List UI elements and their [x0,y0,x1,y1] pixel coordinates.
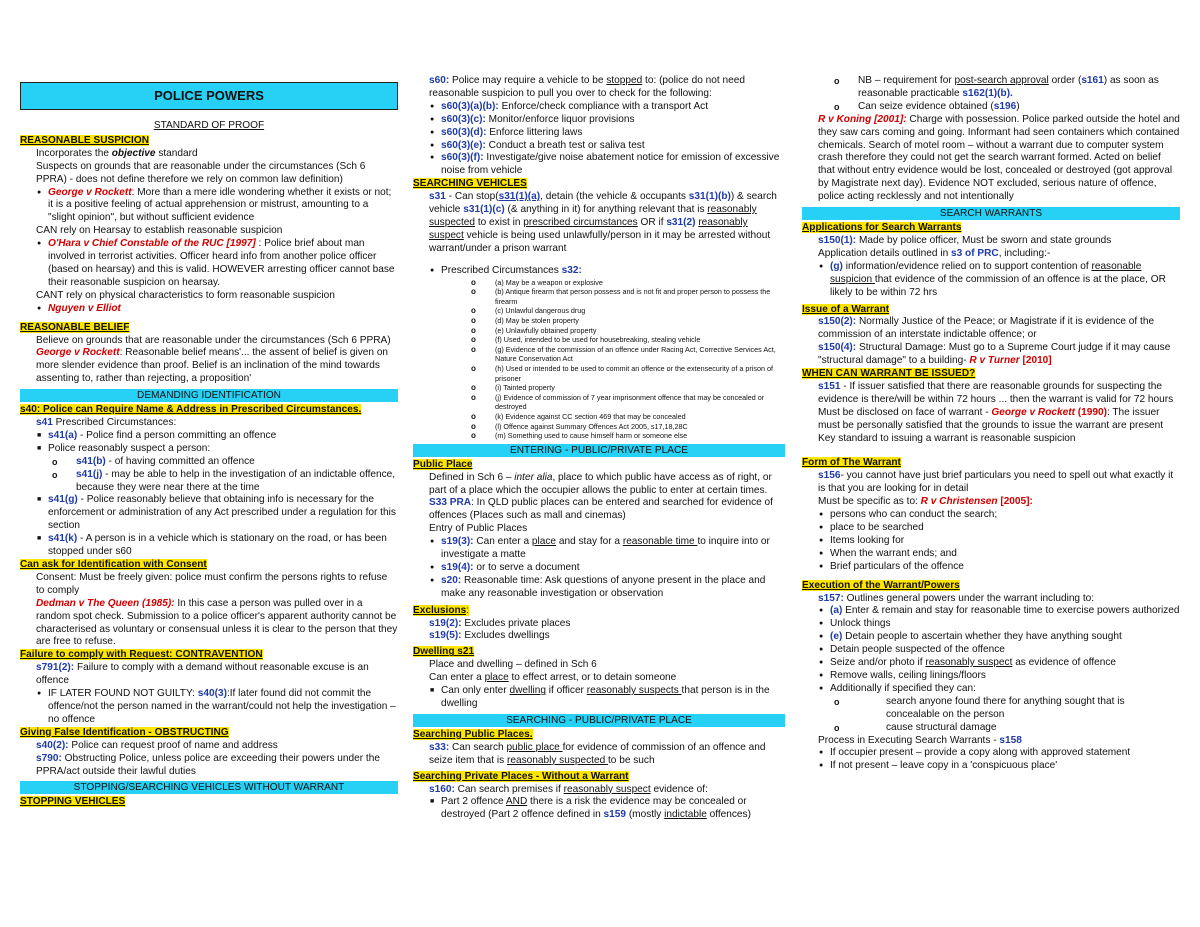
part2-item: ■ Part 2 offence AND there is a risk the evidence may be concealed or destroyed (Part 2 offence defined in s159 (mostly indictable offences) [413,796,785,822]
s150-2-line: s150(2): Normally Justice of the Peace; or Magistrate if it is evidence of the commission of an interstate indictable offence; or [818,316,1155,341]
consent-text: Consent: Must be freely given: police must confirm the persons rights to refuse to comply [36,571,388,596]
s160-line: s160: Can search premises if reasonably suspect evidence of: [429,783,708,795]
s151-line: s151 - If issuer satisfied that there are reasonable grounds for suspecting the evidence is there/will be within 72 hours ... then the warrant is valid for 72 hours [818,380,1174,405]
dwelling-definition: Place and dwelling – defined in Sch 6 [429,659,597,671]
s32-item: o (m) Something used to cause himself harm or someone else [413,431,785,441]
application-details: Application details outlined in s3 of PRC, including:- [818,247,1051,259]
s32-list [413,278,785,441]
process-line: Process in Executing Search Warrants - s158 [818,734,1022,746]
s150-4-line: s150(4): Structural Damage: Must go to a Supreme Court judge if it may cause "structural damage" to a building- R v Turner [2010] [818,342,1171,367]
s41b-item: o s41(b) - of having committed an offence [20,456,398,469]
s60-item: ● s60(3)(f): Investigate/give noise abatement notice for emission of excessive noise from vehicle [413,152,785,178]
page-title: POLICE POWERS [20,82,398,110]
execution-heading: Execution of the Warrant/Powers [802,579,960,591]
exec-item: ● Unlock things [802,618,1180,631]
disclosed-line: Must be disclosed on face of warrant - George v Rockett (1990): The issuer must be personally satisfied that the grounds to issue the warrant are present [818,406,1164,431]
s790-line: s790: Obstructing Police, unless police are exceeding their powers under the PPRA/act outside their lawful duties [36,752,380,777]
rs-objective-line: Incorporates the objective standard [36,147,198,159]
process-item: ● If occupier present – provide a copy along with approved statement [802,747,1180,760]
dwelling-enter: Can enter a place to effect arrest, or to detain someone [429,672,677,684]
search-warrants-band: SEARCH WARRANTS [802,207,1180,220]
s32-item: o (c) Unlawful dangerous drug [413,306,785,316]
exec-item: ● Additionally if specified they can: [802,683,1180,696]
s60-item: ● s60(3)(a)(b): Enforce/check compliance with a transport Act [413,101,785,114]
contravention-heading: Failure to comply with Request: CONTRAVENTION [20,649,263,661]
seize-evidence-item: o Can seize evidence obtained (s196) [802,101,1180,114]
search-private-heading: Searching Private Places - Without a Warrant [413,770,629,782]
rs-definition-line-2: PPRA) - does not define therefore we rely on common law definition) [36,173,343,185]
s32-item: o (j) Evidence of commission of 7 year imprisonment offence that may be concealed or destroyed [413,393,785,412]
s19-3-item: ● s19(3): Can enter a place and stay for a reasonable time to inquire into or investigate a matte [413,536,785,562]
s32-item: o (g) Evidence of the commission of an offence under Racing Act, Corrective Services Act, Nature Conservation Act [413,345,785,364]
specific-item: ● place to be searched [802,522,1180,535]
rs-nguyen-item: ● Nguyen v Elliot [20,303,398,316]
rs-george-item: ● George v Rockett: More than a mere idle wondering whether it exists or not; it is a positive feeling of actual apprehension or mistrust, amounting to a "slight opinion", but without sufficient evidence [20,187,398,226]
exec-item: ● Remove walls, ceiling linings/floors [802,670,1180,683]
rs-ohara-item: ● O'Hara v Chief Constable of the RUC [1997] : Police brief about man involved in terrorist activities. Officer heard info from another police officer (based on hearsay) and this is valid. HOWEVER arresting officer cannot base their reasonable suspicion on hearsay. [20,238,398,290]
applications-heading: Applications for Search Warrants [802,222,962,234]
koning-case: R v Koning [2001]: Charge with possession. Police parked outside the hotel and they saw cars coming and going. Informant had seen containers which contained chemicals. Search of motel room – without a warrant due to computer system crash therefore they could not get the search warrant formed. Acted on belief that without entry evidence would be lost, concealed or destroyed (got approval by Magistrate next day). Evidence NOT excluded, serious nature of offence, police acting recklessly and not intentionally [818,113,1180,203]
s32-item: o (b) Antique firearm that person possess and is not fit and proper person to possess the firearm [413,287,785,306]
exec-item: ● Detain people suspected of the offence [802,644,1180,657]
s791-line: s791(2): Failure to comply with a demand without reasonable excuse is an offence [36,662,369,687]
s32-item: o (f) Used, intended to be used for housebreaking, stealing vehicle [413,335,785,345]
g-item: ● (g) information/evidence relied on to support contention of reasonable suspicion that evidence of the commission of an offence is at the place, OR likely to be within 72 hrs [802,261,1180,300]
form-heading: Form of The Warrant [802,457,901,469]
s32-item: o (h) Used or intended to be used to commit an offence or the extensecurity of a prison of prisoner [413,364,785,383]
s32-item: o (e) Unlawfully obtained property [413,326,785,336]
s32-item: o (l) Offence against Summary Offences Act 2005, s17,18,28C [413,422,785,432]
s150-1-line: s150(1): Made by police officer, Must be sworn and state grounds [818,234,1112,246]
s41j-item: o s41(j) - may be able to help in the investigation of an indictable offence, because they were near there at the time [20,469,398,495]
s32-item: o (a) May be a weapon or explosive [413,278,785,288]
reasonable-belief-heading: REASONABLE BELIEF [20,321,130,333]
s40-2-line: s40(2): Police can request proof of name and address [36,739,278,751]
s41g-item: ■ s41(g) - Police reasonably believe that obtaining info is necessary for the enforcement or administration of any Act prescribed under a regulation for this section [20,494,398,533]
exec-item: ● (a) Enter & remain and stay for reasonable time to exercise powers authorized [802,605,1180,618]
s156-line: s156- you cannot have just brief particulars you need to spell out what exactly it is that you are looking for in detail [818,470,1174,495]
prescribed-circumstances-item: ● Prescribed Circumstances s32: [413,265,785,278]
rb-line: Believe on grounds that are reasonable under the circumstances (Sch 6 PPRA) [36,334,391,346]
column-1 [20,75,398,809]
dedman-case: Dedman v The Queen (1985): In this case a person was pulled over in a random spot check. Submission to a police officer's apparent authority cannot be characterised as voluntary or consensual unless it is clear to the person that they are free to refuse. [36,597,398,648]
entering-band: ENTERING - PUBLIC/PRIVATE PLACE [413,444,785,457]
s19-5-line: s19(5): Excludes dwellings [429,630,550,642]
s40-heading: s40: Police can Require Name & Address in Prescribed Circumstances. [20,404,362,416]
exec-item: ● Seize and/or photo if reasonably suspect as evidence of offence [802,657,1180,670]
s157-line: s157: Outlines general powers under the warrant including to: [818,592,1095,604]
dwelling-only-item: ■ Can only enter dwelling if officer reasonably suspects that person is in the dwelling [413,685,785,711]
stopping-vehicles-band: STOPPING/SEARCHING VEHICLES WITHOUT WARRANT [20,781,398,794]
rs-can-rely: CAN rely on Hearsay to establish reasonable suspicion [36,225,283,237]
dwelling-heading: Dwelling s21 [413,646,475,658]
rb-george: George v Rockett: Reasonable belief means'... the assent of belief is given on more slender evidence than proof. Belief is an inclination of the mind towards assenting to, rather than rejecting, a proposition' [36,347,389,385]
obstructing-heading: Giving False Identification - OBSTRUCTING [20,726,229,738]
rs-cant-rely: CANT rely on physical characteristics to form reasonable suspicion [36,289,335,301]
searching-band: SEARCHING - PUBLIC/PRIVATE PLACE [413,714,785,727]
s60-intro: s60: Police may require a vehicle to be stopped to: (police do not need reasonable suspicion to pull you over to check for the following: [429,75,745,99]
if-later-item: ● IF LATER FOUND NOT GUILTY: s40(3):If later found did not commit the offence/not the person named in the warrant/could not help the investigation – no offence [20,688,398,727]
s41a-item: ■ s41(a) - Police find a person committing an offence [20,430,398,443]
stopping-vehicles-heading: STOPPING VEHICLES [20,796,126,808]
specific-item: ● Brief particulars of the offence [802,561,1180,574]
when-issued-heading: WHEN CAN WARRANT BE ISSUED? [802,368,976,380]
s32-item: o (k) Evidence against CC section 469 that may be concealed [413,412,785,422]
specific-item: ● When the warrant ends; and [802,548,1180,561]
exec-sub-item: o search anyone found there for anything sought that is concealable on the person [802,696,1180,722]
s60-item: ● s60(3)(d): Enforce littering laws [413,127,785,140]
issue-heading: Issue of a Warrant [802,303,890,315]
entry-public-places: Entry of Public Places [429,523,528,535]
column-3 [802,75,1180,773]
public-place-heading: Public Place [413,458,473,470]
s32-item: o (d) May be stolen property [413,316,785,326]
process-item: ● If not present – leave copy in a 'conspicuous place' [802,760,1180,773]
key-standard: Key standard to issuing a warrant is reasonable suspicion [818,432,1076,444]
exec-item: ● (e) Detain people to ascertain whether they have anything sought [802,631,1180,644]
s41-line: s41 Prescribed Circumstances: [36,417,177,429]
rs-definition-line: Suspects on grounds that are reasonable under the circumstances (Sch 6 [36,160,366,172]
reasonable-suspicion-heading: REASONABLE SUSPICION [20,134,149,146]
s60-item: ● s60(3)(e): Conduct a breath test or saliva test [413,140,785,153]
demanding-identification-band: DEMANDING IDENTIFICATION [20,389,398,402]
s19-4-item: ● s19(4): or to serve a document [413,562,785,575]
s31-paragraph: s31 - Can stop(s31(1)(a), detain (the vehicle & occupants s31(1)(b)) & search vehicle s31(1)(c) (& anything in it) for anything relevant that is reasonably suspected to exist in prescribed circumstances OR if s31(2) reasonably suspect vehicle is being used unlawfully/person in it may be arrested without warrant/under a prison warrant [429,191,777,254]
specific-line: Must be specific as to: R v Christensen [2005]: [818,496,1033,508]
s33-pra-line: S33 PRA: In QLD public places can be entered and searched for evidence of offences (Places such as mall and cinemas) [429,497,773,522]
searching-vehicles-heading: SEARCHING VEHICLES [413,178,527,190]
s19-2-line: s19(2): Excludes private places [429,617,571,629]
column-2: s60: Police may require a vehicle to be stopped to: (police do not need reasonable suspicion to pull you over to check for the following: ● s60(3)(a)(b): Enforce/check compliance with a transport Act ● s60(3)(c): Monitor/enforce liquor provisions ● s60(3)(d): Enforce littering laws ● s60(3)(e): Conduct a breath test or saliva test ● s60(3)(f): Investigate/give noise abatement notice for emission of excessive noise from vehicle SEARCHING VEHICLES s31 - Can stop(s31(1)(a), detain (the vehicle & occupants s31(1)(b)) & search vehicle s31(1)(c) (& anything in it) for anything relevant that is reasonably suspected to exist in prescribed circumstances OR if s31(2) reasonably suspect vehicle is being used unlawfully/person in it may be arrested without warrant/under a prison warrant ● Prescribed Circumstances s32: o (a) May be a weapon or explosive o (b) Antique firearm that person possess and is not fit and proper person to possess the firearm o (c) Unlawful dangerous drug o (d) May be stolen property o (e) Unlawfully obtained property o (f) Used, intended to be used for housebreaking, stealing vehicle o (g) Evidence of the commission of an offence under Racing Act, Corrective Services Act, Nature Conservation Act o (h) Used or intended to be used to commit an offence or the extensecurity of a prison of prisoner o (i) Tainted property o (j) Evidence of commission of 7 year imprisonment offence that may be concealed or destroyed o (k) Evidence against CC section 469 that may be concealed o (l) Offence against Summary Offences Act 2005, s17,18,28C o (m) Something used to cause himself harm or someone else ENTERING - PUBLIC/PRIVATE PLACE Public Place Defined in Sch 6 – inter alia, place to which public have access as of right, or part of a place which the occupier allows the public to enter at certain times. S33 PRA: In QLD public places can be entered and searched for evidence of offences (Places such as mall and cinemas) Entry of Public Places ● s19(3): Can enter a place and stay for a reasonable time to inquire into or investigate a matte ● s19(4): or to serve a document ● s20: Reasonable time: Ask questions of anyone present in the place and make any reasonable investigation or observation Exclusions: s19(2): Excludes private places s19(5): Excludes dwellings Dwelling s21 Place and dwelling – defined in Sch 6 Can enter a place to effect arrest, or to detain someone ■ Can only enter dwelling if officer reasonably suspects that person is in the dwelling SEARCHING - PUBLIC/PRIVATE PLACE Searching Public Places. s33: Can search public place for evidence of commission of an offence and seize item that is reasonably suspected to be such Searching Private Places - Without a Warrant s160: Can search premises if reasonably suspect evidence of: ■ Part 2 offence AND there is a risk the evidence may be concealed or destroyed (Part 2 offence defined in s159 (mostly indictable offences) [413,75,785,822]
search-public-heading: Searching Public Places. [413,728,533,740]
s32-item: o (i) Tainted property [413,383,785,393]
exec-sub-item: o cause structural damage [802,722,1180,735]
exclusions-heading: Exclusions [413,604,467,616]
public-place-definition: Defined in Sch 6 – inter alia, place to which public have access as of right, or part of a place which the occupier allows the public to enter at certain times. [429,471,772,496]
s60-item: ● s60(3)(c): Monitor/enforce liquor provisions [413,114,785,127]
nb-post-search-item: o NB – requirement for post-search approval order (s161) as soon as reasonable practicable s162(1)(b). [802,75,1180,101]
s33-search-line: s33: Can search public place for evidence of commission of an offence and seize item that is reasonably suspected to be such [429,741,766,766]
police-suspect-item: ■ Police reasonably suspect a person: [20,443,398,456]
s41k-item: ■ s41(k) - A person is in a vehicle which is stationary on the road, or has been stopped under s60 [20,533,398,559]
specific-item: ● persons who can conduct the search; [802,509,1180,522]
specific-item: ● Items looking for [802,535,1180,548]
consent-heading: Can ask for Identification with Consent [20,559,207,570]
standard-of-proof-heading: STANDARD OF PROOF [153,120,265,131]
s20-item: ● s20: Reasonable time: Ask questions of anyone present in the place and make any reasonable investigation or observation [413,575,785,601]
